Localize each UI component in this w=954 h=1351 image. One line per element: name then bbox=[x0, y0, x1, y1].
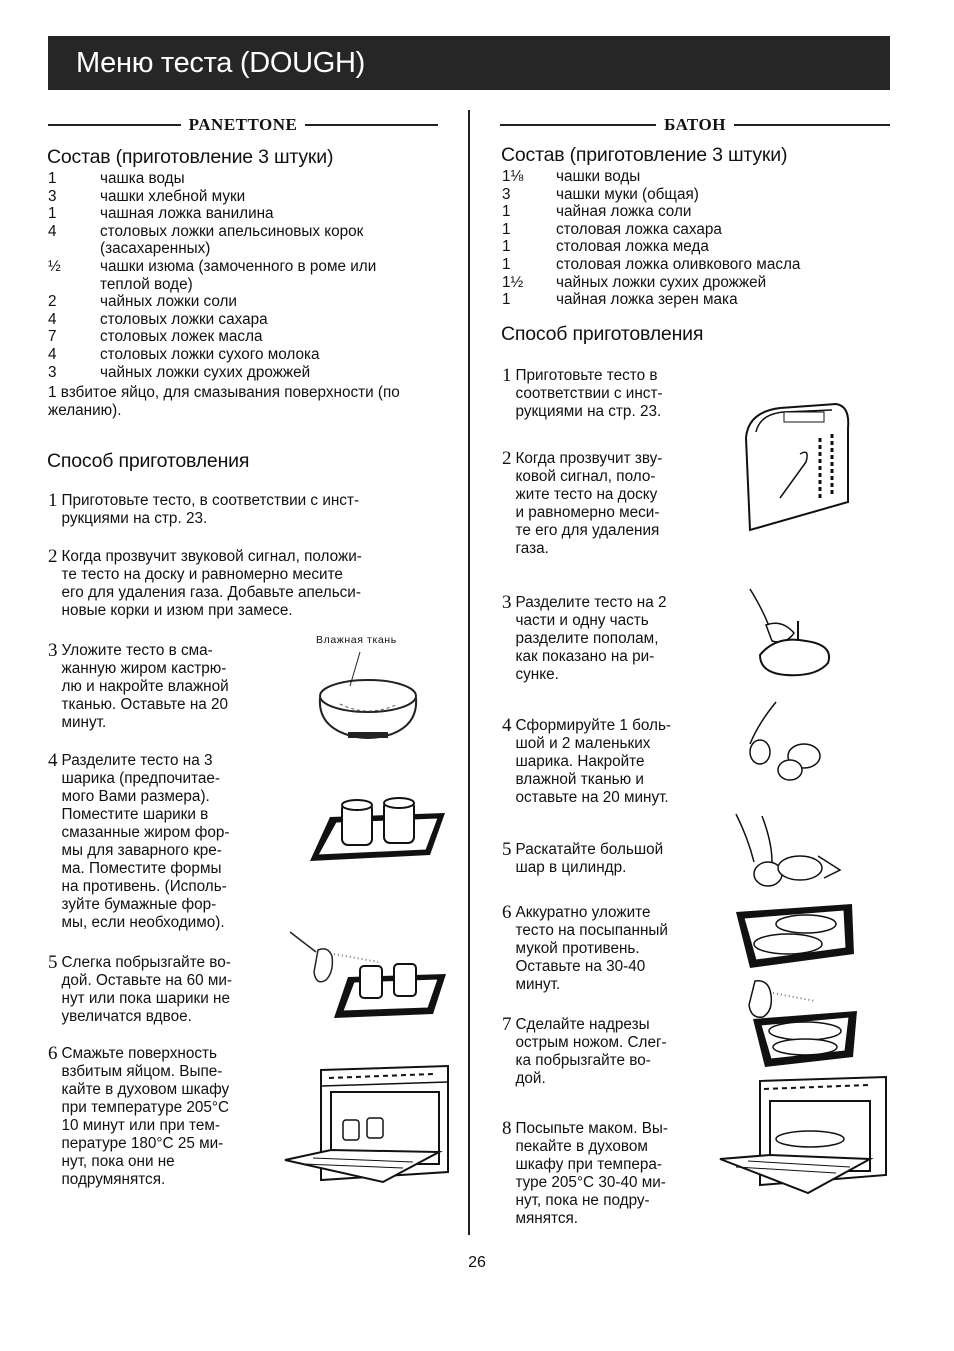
ingredient-name: столовая ложка оливкового масла bbox=[556, 255, 801, 273]
ingredient-row bbox=[48, 364, 458, 382]
left-egg-note: 1 взбитое яйцо, для смазывания поверхности (по желанию). bbox=[48, 384, 400, 419]
ingredient-qty: 1 bbox=[502, 203, 511, 221]
right-method-title: Способ приготовления bbox=[501, 323, 704, 345]
step-number: 6 bbox=[502, 902, 512, 923]
spray-bottle-icon bbox=[288, 922, 448, 1022]
step-text: Сформируйте 1 боль- шой и 2 маленьких шарика. Накройте влажной тканью и оставьте на 20 минут. bbox=[515, 717, 672, 806]
step-number: 4 bbox=[48, 750, 58, 771]
ingredient-qty: 3 bbox=[502, 185, 511, 203]
ingredient-name: столовых ложек масла bbox=[100, 328, 263, 346]
ingredient-name: чайная ложка зерен мака bbox=[556, 291, 738, 309]
ingredient-name: чашки муки (общая) bbox=[556, 185, 699, 203]
step-number: 5 bbox=[48, 952, 58, 973]
heading-rule-left bbox=[500, 124, 656, 126]
ingredient-qty: 3 bbox=[48, 187, 57, 205]
ingredient-row bbox=[48, 258, 458, 276]
ingredient-qty bbox=[48, 240, 100, 258]
ingredient-row bbox=[48, 293, 458, 311]
step-number: 3 bbox=[48, 640, 58, 661]
ingredient-name: чайных ложки сухих дрожжей bbox=[556, 273, 767, 291]
heading-rule-left bbox=[48, 124, 181, 126]
ingredient-qty: 4 bbox=[48, 345, 57, 363]
ingredient-row bbox=[502, 291, 882, 309]
step-text: Аккуратно уложите тесто на посыпанный мукой противень. Оставьте на 30-40 минут. bbox=[515, 904, 668, 993]
ingredient-qty: 1½ bbox=[502, 273, 524, 291]
ingredient-qty: 4 bbox=[48, 310, 57, 328]
ingredient-qty: 7 bbox=[48, 328, 57, 346]
baking-sheet-icon bbox=[728, 898, 858, 973]
ingredient-name: столовых ложки сухого молока bbox=[100, 345, 320, 363]
ingredient-name: чайных ложки соли bbox=[100, 293, 237, 311]
baton-heading-text: БАТОН bbox=[664, 115, 726, 134]
step-text: Приготовьте тесто в соответствии с инст- рукциями на стр. 23. bbox=[515, 367, 663, 420]
ingredient-row bbox=[48, 328, 458, 346]
ingredient-qty: ½ bbox=[48, 257, 61, 275]
step-number: 1 bbox=[502, 365, 512, 386]
step-text: Разделите тесто на 2 части и одну часть разделите пополам, как показано на ри- сунке. bbox=[515, 594, 667, 683]
ingredient-qty: 2 bbox=[48, 293, 57, 311]
left-method-title: Способ приготовления bbox=[47, 450, 250, 472]
ingredient-qty: 1⅛ bbox=[502, 168, 524, 185]
ingredient-row bbox=[502, 168, 882, 186]
oven-illustration-right bbox=[718, 1075, 890, 1195]
right-step-4 bbox=[502, 717, 717, 807]
rolling-dough-icon bbox=[728, 812, 843, 902]
step-number: 3 bbox=[502, 592, 512, 613]
left-ingredients-list bbox=[48, 170, 458, 381]
heading-rule-right bbox=[305, 124, 438, 126]
ingredient-row bbox=[48, 276, 458, 294]
ingredient-row bbox=[502, 274, 882, 292]
page-title: Меню теста (DOUGH) bbox=[76, 47, 366, 79]
ingredient-row bbox=[502, 186, 882, 204]
step-text: Когда прозвучит звуковой сигнал, положи- те тесто на доску и равномерно месите его для удаления газа. Добавьте апельси- новые корки и изюм при замесе. bbox=[61, 548, 362, 619]
right-step-1 bbox=[502, 367, 717, 421]
right-step-2 bbox=[502, 450, 717, 558]
ingredient-name: чашки изюма (замоченного в роме или bbox=[100, 257, 377, 275]
ingredient-row bbox=[48, 240, 458, 258]
ingredient-name: чашная ложка ванилина bbox=[100, 205, 274, 223]
shape-balls-illustration bbox=[740, 700, 835, 785]
left-step-6 bbox=[48, 1045, 288, 1189]
right-step-8 bbox=[502, 1120, 717, 1228]
bread-machine-icon bbox=[740, 398, 852, 538]
left-step-1 bbox=[48, 492, 440, 528]
left-step-5 bbox=[48, 954, 288, 1026]
ingredient-qty: 1 bbox=[502, 291, 511, 309]
custard-cups-tray-illustration bbox=[300, 795, 450, 870]
bowl-icon bbox=[300, 646, 450, 741]
step-number: 7 bbox=[502, 1014, 512, 1035]
step-text: Посыпьте маком. Вы- пекайте в духовом шкафу при темпера- туре 205°С 30-40 ми- нут, пока не подру- мянятся. bbox=[515, 1120, 668, 1227]
right-step-7 bbox=[502, 1016, 717, 1088]
tray-icon bbox=[300, 795, 450, 870]
step-text: Сделайте надрезы острым ножом. Слег- ка побрызгайте во- дой. bbox=[515, 1016, 667, 1087]
step-number: 5 bbox=[502, 839, 512, 860]
ingredient-qty: 1 bbox=[48, 170, 57, 187]
panettone-heading-text: PANETTONE bbox=[188, 115, 298, 134]
bread-machine-illustration bbox=[740, 398, 852, 538]
ingredient-qty: 1 bbox=[502, 220, 511, 238]
right-step-3 bbox=[502, 594, 717, 684]
spray-cups-illustration bbox=[288, 922, 448, 1022]
ingredient-name: теплой воде) bbox=[100, 275, 193, 293]
panettone-heading bbox=[48, 114, 438, 136]
ingredient-name: чайная ложка соли bbox=[556, 203, 692, 221]
ingredient-name: столовых ложки сахара bbox=[100, 310, 268, 328]
step-text: Разделите тесто на 3 шарика (предпочитае- мого Вами размера). Поместите шарики в смазанные жиром фор- мы для заварного кре- ма. Поместите формы на противень. (Исполь- зуйте бумажные фор- мы, если необходимо). bbox=[61, 752, 230, 931]
spray-loaves-icon bbox=[735, 975, 860, 1070]
ingredient-qty: 1 bbox=[502, 255, 511, 273]
step-text: Приготовьте тесто, в соответствии с инст- рукциями на стр. 23. bbox=[61, 492, 360, 527]
ingredient-name: столовых ложки апельсиновых корок bbox=[100, 222, 364, 240]
ingredient-name: чашки хлебной муки bbox=[100, 187, 246, 205]
ingredient-row bbox=[48, 170, 458, 188]
step-text: Смажьте поверхность взбитым яйцом. Выпе- кайте в духовом шкафу при температуре 205°С 10 минут или при тем- пературе 180°С 25 ми- нут, пока они не подрумянятся. bbox=[61, 1045, 230, 1188]
divide-dough-illustration bbox=[736, 585, 836, 680]
hand-knife-icon bbox=[736, 585, 836, 680]
ingredient-qty: 3 bbox=[48, 363, 57, 381]
ingredient-qty: 4 bbox=[48, 222, 57, 240]
left-step-4 bbox=[48, 752, 288, 932]
oven-icon bbox=[283, 1060, 453, 1185]
step-number: 6 bbox=[48, 1043, 58, 1064]
ingredient-qty: 1 bbox=[48, 205, 57, 223]
ingredient-row bbox=[48, 311, 458, 329]
page-number: 26 bbox=[468, 1254, 486, 1271]
left-step-2 bbox=[48, 548, 440, 620]
ingredient-row bbox=[502, 221, 882, 239]
left-ingredients-title: Состав (приготовление 3 штуки) bbox=[47, 146, 334, 168]
bowl-with-cloth-illustration bbox=[300, 634, 450, 741]
step-text: Слегка побрызгайте во- дой. Оставьте на 60 ми- нут или пока шарики не увеличатся вдвое. bbox=[61, 954, 232, 1025]
step-text: Уложите тесто в сма- жанную жиром кастрю- лю и накройте влажной тканью. Оставьте на 20 минут. bbox=[61, 642, 229, 731]
baking-sheet-illustration bbox=[728, 898, 858, 973]
roll-cylinder-illustration bbox=[728, 812, 843, 902]
step-number: 8 bbox=[502, 1118, 512, 1139]
column-divider bbox=[468, 110, 470, 1235]
step-text: Когда прозвучит зву- ковой сигнал, поло- жите тесто на доску и равномерно меси- те его для удаления газа. bbox=[515, 450, 663, 557]
right-step-5 bbox=[502, 841, 717, 877]
right-ingredients-title: Состав (приготовление 3 штуки) bbox=[501, 144, 788, 166]
oven-icon bbox=[718, 1075, 890, 1195]
ingredient-name: чашка воды bbox=[100, 170, 185, 187]
ingredient-row bbox=[502, 203, 882, 221]
left-step-3 bbox=[48, 642, 288, 732]
ingredient-row bbox=[48, 346, 458, 364]
right-ingredients-list bbox=[502, 168, 882, 309]
ingredient-name: чашки воды bbox=[556, 168, 641, 185]
ingredient-name: чайных ложки сухих дрожжей bbox=[100, 363, 311, 381]
cloth-caption: Влажная ткань bbox=[316, 634, 397, 646]
step-number: 1 bbox=[48, 490, 58, 511]
ingredient-row bbox=[48, 188, 458, 206]
ingredient-row bbox=[48, 223, 458, 241]
oven-illustration-left bbox=[283, 1060, 453, 1185]
right-step-6 bbox=[502, 904, 717, 994]
ingredient-qty: 1 bbox=[502, 238, 511, 256]
heading-rule-right bbox=[734, 124, 890, 126]
ingredient-row bbox=[48, 205, 458, 223]
header-banner bbox=[48, 36, 890, 90]
step-number: 2 bbox=[502, 448, 512, 469]
ingredient-name: столовая ложка сахара bbox=[556, 220, 722, 238]
baton-heading bbox=[500, 114, 890, 136]
step-text: Раскатайте большой шар в цилиндр. bbox=[515, 841, 664, 876]
ingredient-row bbox=[502, 238, 882, 256]
dough-balls-icon bbox=[740, 700, 835, 785]
ingredient-name: столовая ложка меда bbox=[556, 238, 709, 256]
step-number: 4 bbox=[502, 715, 512, 736]
ingredient-row bbox=[502, 256, 882, 274]
spray-loaves-illustration bbox=[735, 975, 860, 1070]
ingredient-qty bbox=[48, 276, 100, 294]
step-number: 2 bbox=[48, 546, 58, 567]
ingredient-name: (засахаренных) bbox=[100, 240, 211, 258]
